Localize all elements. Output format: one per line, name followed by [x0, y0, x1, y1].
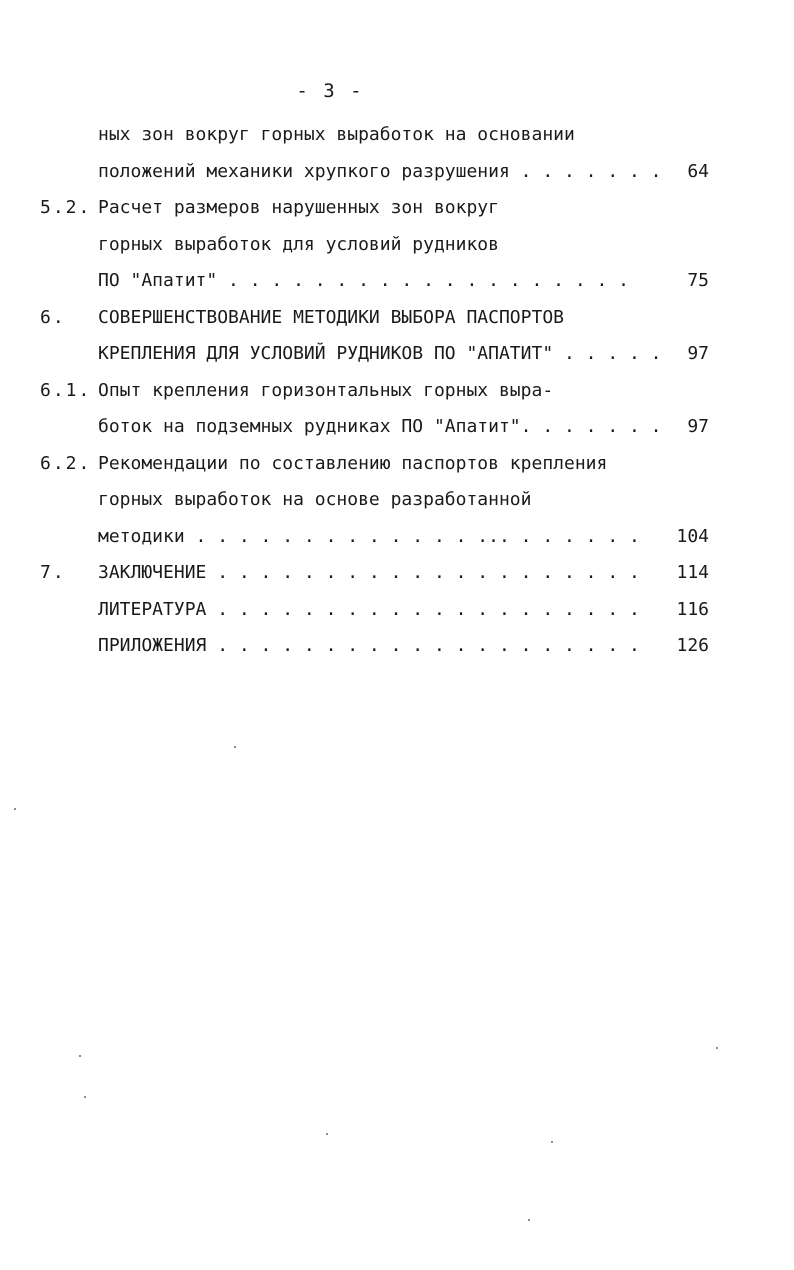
- toc-line: [40, 555, 730, 592]
- toc-text: ПО "Апатит" . . . . . . . . . . . . . . . . . . .: [98, 270, 630, 291]
- page-number: - 3 -: [296, 80, 364, 102]
- toc-text: горных выработок на основе разработанной: [98, 489, 532, 510]
- toc-text: горных выработок для условий рудников: [98, 233, 499, 255]
- scan-speck: [551, 1141, 553, 1143]
- scan-speck: [716, 1047, 718, 1049]
- toc-line: [40, 263, 730, 300]
- toc-line: [40, 300, 730, 337]
- toc-number: 7.: [40, 562, 66, 583]
- toc-text: СОВЕРШЕНСТВОВАНИЕ МЕТОДИКИ ВЫБОРА ПАСПОРТОВ: [98, 306, 564, 328]
- toc-number: 6.: [40, 306, 66, 328]
- toc-text: Рекомендации по составлению паспортов крепления: [98, 452, 608, 474]
- toc-page: 75: [687, 270, 709, 291]
- toc-line: [40, 336, 730, 373]
- toc-line: [40, 227, 730, 264]
- toc-line: [40, 409, 730, 446]
- toc-text: ЗАКЛЮЧЕНИЕ . . . . . . . . . . . . . . . . . . . .: [98, 562, 640, 583]
- toc-page: 116: [676, 598, 709, 620]
- toc-text: методики . . . . . . . . . . . . . ... . . . . . .: [98, 525, 640, 547]
- toc-text: КРЕПЛЕНИЯ ДЛЯ УСЛОВИЙ РУДНИКОВ ПО "АПАТИТ" . . . . .: [98, 343, 662, 364]
- scan-speck: [528, 1219, 530, 1221]
- table-of-contents: [40, 117, 730, 665]
- toc-text: ных зон вокруг горных выработок на основании: [98, 124, 575, 145]
- scan-speck: [14, 808, 16, 810]
- toc-text: Опыт крепления горизонтальных горных выра-: [98, 379, 554, 401]
- toc-line: [40, 628, 730, 665]
- toc-line: [40, 154, 730, 191]
- toc-text: ЛИТЕРАТУРА . . . . . . . . . . . . . . . . . . . .: [98, 598, 640, 620]
- toc-number: 6.1.: [40, 379, 92, 401]
- toc-text: Расчет размеров нарушенных зон вокруг: [98, 197, 499, 218]
- toc-line: [40, 519, 730, 556]
- toc-number: 5.2.: [40, 197, 92, 218]
- toc-line: [40, 482, 730, 519]
- toc-page: 64: [687, 160, 709, 182]
- toc-page: 97: [687, 416, 709, 437]
- toc-page: 97: [687, 343, 709, 364]
- toc-text: боток на подземных рудниках ПО "Апатит". . . . . . .: [98, 416, 662, 437]
- toc-page: 126: [676, 635, 709, 656]
- toc-line: [40, 592, 730, 629]
- toc-line: [40, 446, 730, 483]
- toc-text: положений механики хрупкого разрушения . . . . . . .: [98, 160, 662, 182]
- toc-page: 114: [676, 562, 709, 583]
- toc-line: [40, 117, 730, 154]
- toc-text: ПРИЛОЖЕНИЯ . . . . . . . . . . . . . . . . . . . .: [98, 635, 640, 656]
- scan-speck: [326, 1133, 328, 1135]
- scan-speck: [84, 1096, 86, 1098]
- toc-line: [40, 373, 730, 410]
- toc-page: 104: [676, 525, 709, 547]
- scan-speck: [234, 746, 236, 748]
- toc-number: 6.2.: [40, 452, 92, 474]
- scan-speck: [79, 1055, 81, 1057]
- toc-line: [40, 190, 730, 227]
